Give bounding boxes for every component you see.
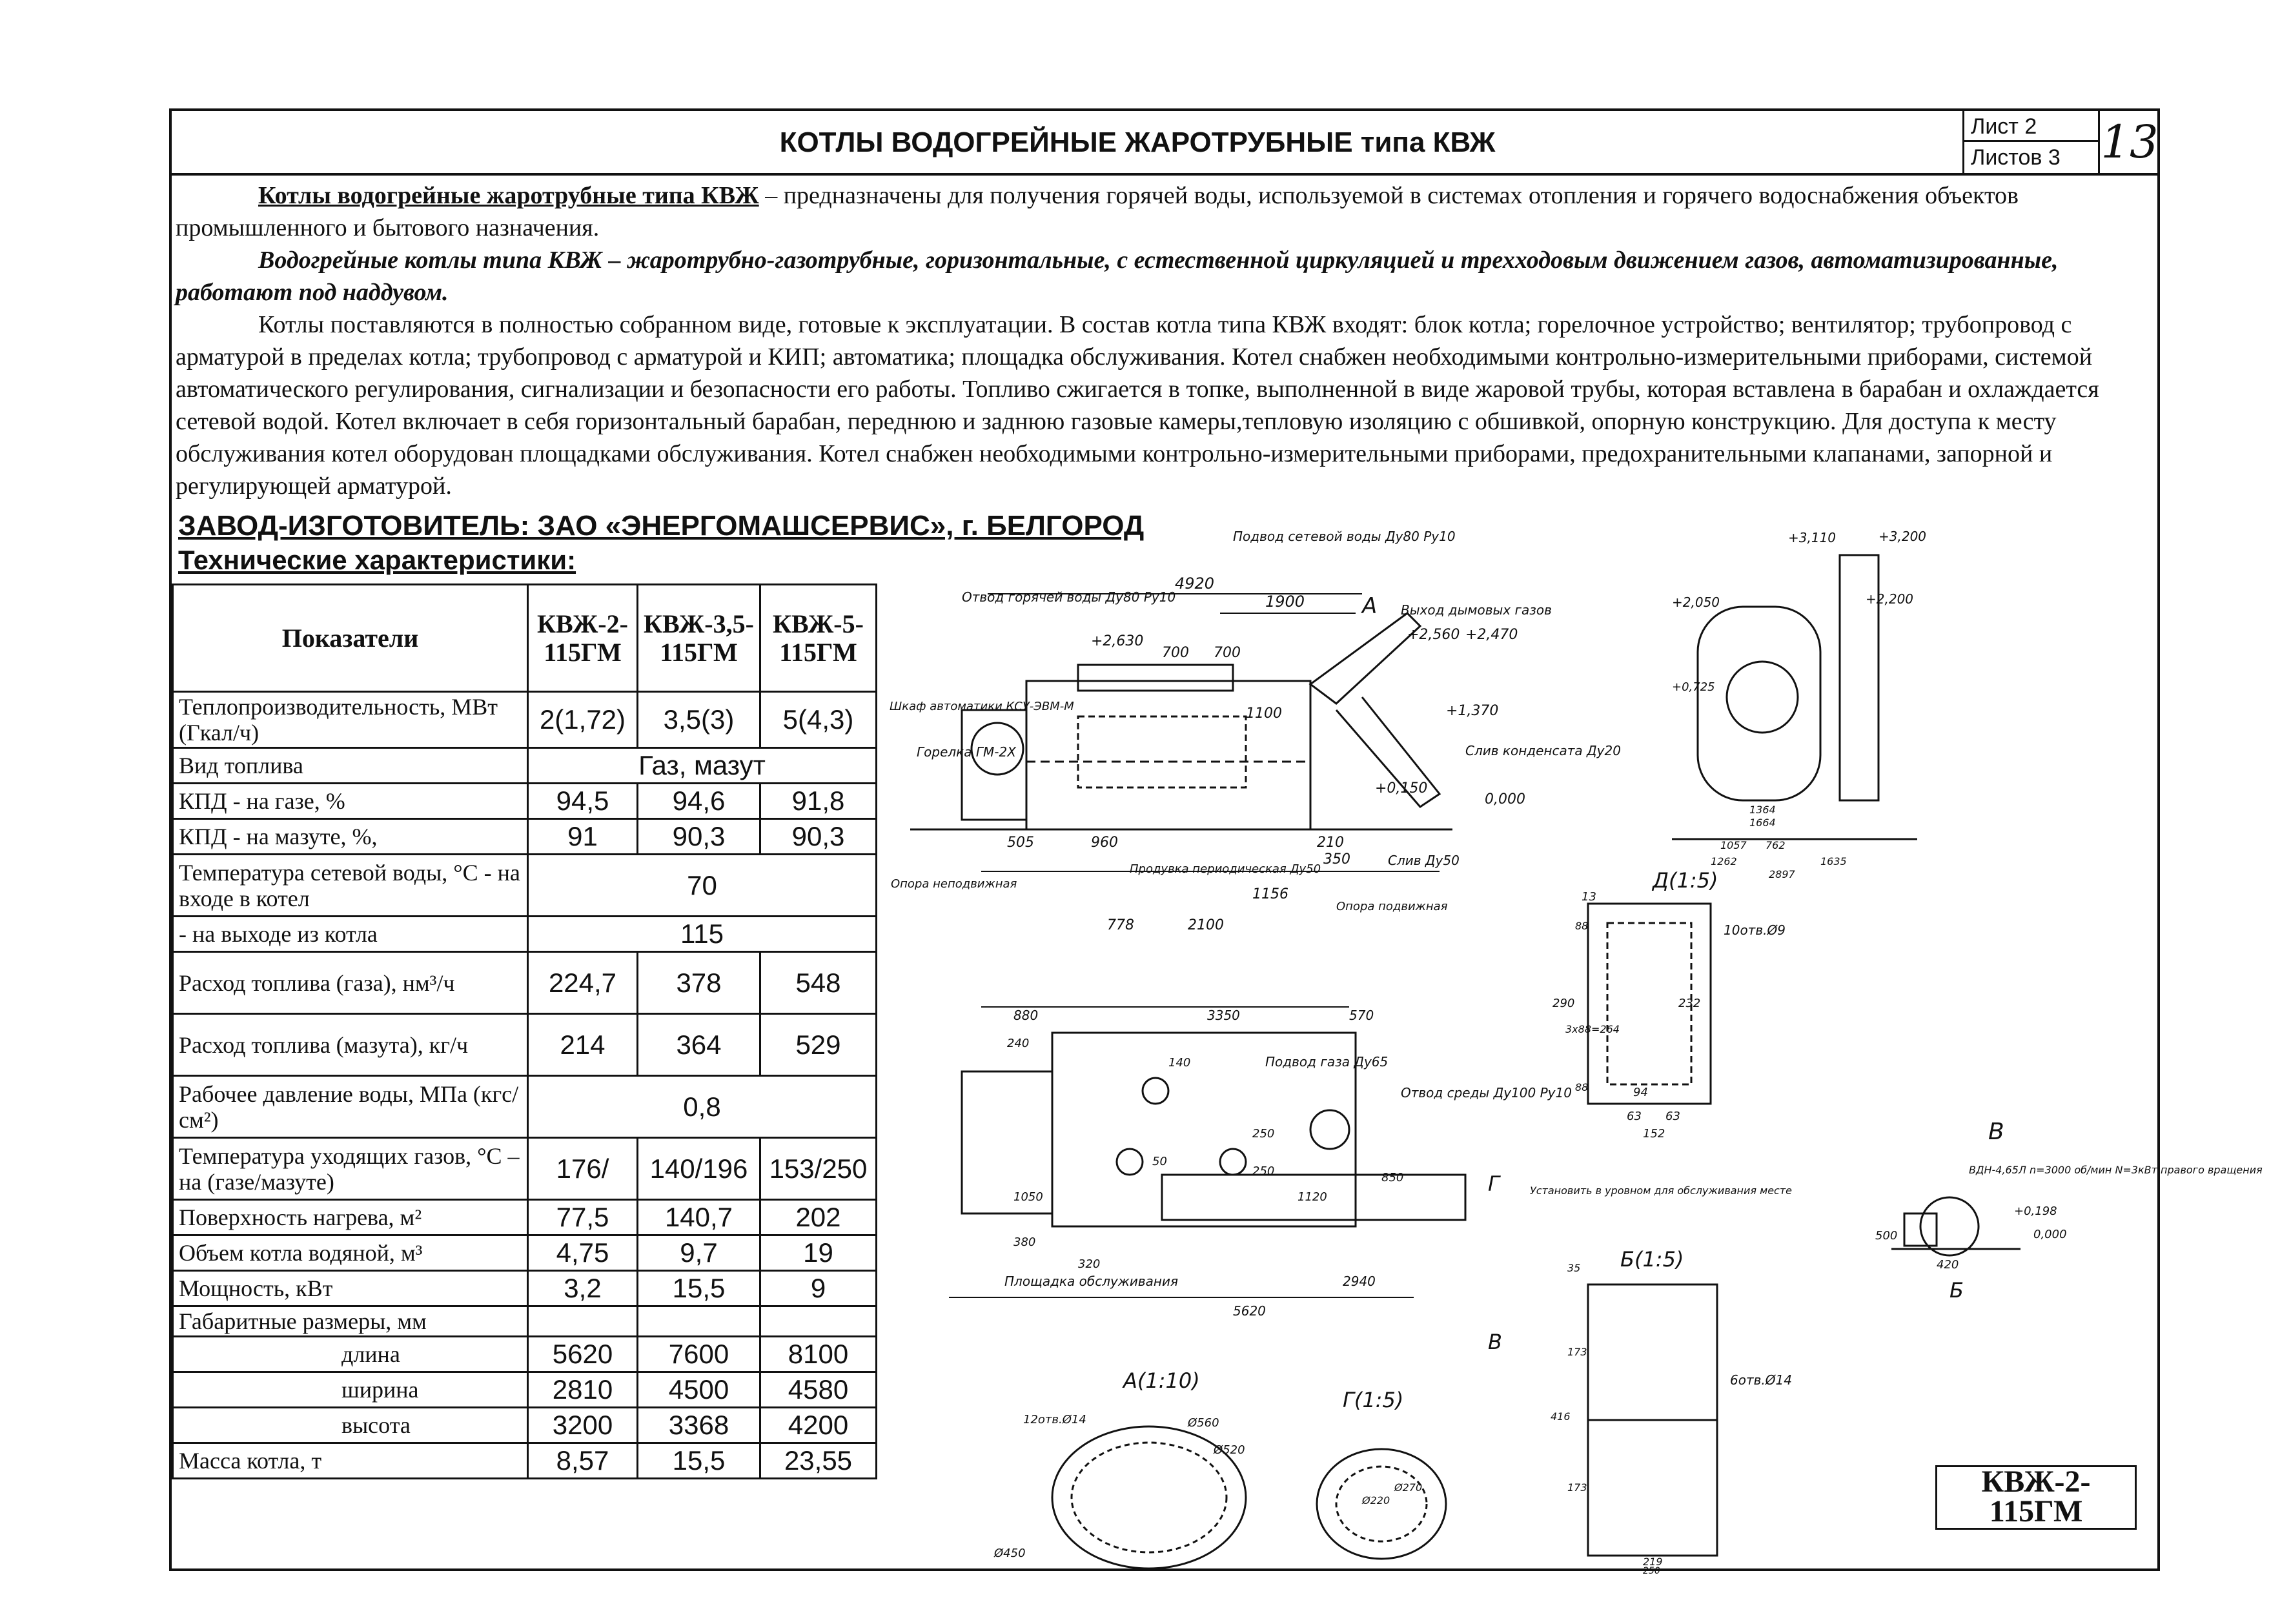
detail-b-dim-35: 35 (1567, 1262, 1581, 1274)
plan-dim-50: 50 (1152, 1155, 1167, 1168)
front-dim-2050: +2,050 (1672, 594, 1720, 610)
side-dim-505: 505 (1007, 835, 1034, 851)
row-value: 224,7 (528, 952, 638, 1014)
plan-dim-140: 140 (1168, 1056, 1191, 1070)
table-row (173, 1138, 877, 1200)
detail-b-holes: 6отв.Ø14 (1730, 1372, 1792, 1388)
row-value: 77,5 (528, 1200, 638, 1235)
view-v (1488, 1119, 2263, 1354)
plan-dim-570: 570 (1349, 1008, 1374, 1023)
plan-dim-5620: 5620 (1233, 1303, 1266, 1319)
row-value: 4500 (638, 1372, 760, 1408)
detail-a-dim-450: Ø450 (994, 1547, 1026, 1560)
detail-d-dim-152: 152 (1643, 1127, 1665, 1141)
label-hot-out: Отвод горячей воды Ду80 Ру10 (962, 589, 1176, 605)
detail-b-title: Б(1:5) (1620, 1247, 1684, 1272)
plan-view-drawing (949, 1007, 1792, 1319)
manufacturer-heading: ЗАВОД-ИЗГОТОВИТЕЛЬ: ЗАО «ЭНЕРГОМАШСЕРВИС», г. БЕЛГОРОД (178, 510, 1145, 542)
row-label: высота (173, 1408, 528, 1443)
detail-a-dim-560: Ø560 (1188, 1416, 1219, 1430)
row-label: Рабочее давление воды, МПа (кгс/см²) (173, 1076, 528, 1138)
fan-dim-0000: 0,000 (2033, 1228, 2067, 1241)
specs-body (173, 692, 877, 1479)
detail-d (1552, 868, 1786, 1141)
row-value: 529 (760, 1014, 877, 1076)
row-value: 94,5 (528, 784, 638, 819)
intro-text-1: – предназначены для получения горячей воды, используемой в системах отопления и горячего водоснабжения объектов промышленного и бытового назначения. (176, 182, 2019, 241)
table-row (173, 819, 877, 855)
row-value: 7600 (638, 1337, 760, 1372)
detail-b-dim-250: 250 (1643, 1566, 1660, 1576)
sheets-total-label: Листов 3 (1971, 145, 2061, 170)
detail-d-dim-63b: 63 (1665, 1110, 1680, 1123)
row-value: 115 (528, 917, 877, 952)
row-value: 19 (760, 1235, 877, 1271)
front-shell (1698, 607, 1820, 800)
label-condensate: Слив конденсата Ду20 (1465, 743, 1621, 758)
side-dim-2630: +2,630 (1091, 633, 1144, 649)
side-dim-1900: 1900 (1265, 593, 1305, 611)
row-value: 8100 (760, 1337, 877, 1372)
row-value: Газ, мазут (528, 748, 877, 784)
side-dim-778: 778 (1107, 917, 1134, 933)
row-value: 3,2 (528, 1271, 638, 1306)
side-dim-700a: 700 (1162, 645, 1189, 661)
row-value: 176/ (528, 1138, 638, 1200)
row-label: ширина (173, 1372, 528, 1408)
row-label: Расход топлива (газа), нм³/ч (173, 952, 528, 1014)
row-value: 364 (638, 1014, 760, 1076)
plan-dim-250a: 250 (1252, 1127, 1275, 1141)
row-label: КПД - на мазуте, %, (173, 819, 528, 855)
table-row (173, 1014, 877, 1076)
plan-nozzle-3 (1220, 1149, 1246, 1175)
row-value: 153/250 (760, 1138, 877, 1200)
col-header: Показатели (173, 585, 528, 692)
section-mark-v: В (1488, 1330, 1502, 1354)
tech-heading: Технические характеристики: (178, 545, 576, 575)
row-value: 548 (760, 952, 877, 1014)
label-drain: Слив Ду50 (1388, 853, 1460, 868)
front-burner (1727, 662, 1798, 733)
plan-nozzle-1 (1143, 1078, 1168, 1104)
detail-g-dim-220: Ø220 (1362, 1494, 1390, 1507)
label-water-in: Подвод сетевой воды Ду80 Ру10 (1233, 529, 1456, 544)
plan-dim-1050: 1050 (1013, 1190, 1043, 1204)
page-title: КОТЛЫ ВОДОГРЕЙНЫЕ ЖАРОТРУБНЫЕ типа КВЖ (779, 127, 1496, 158)
front-dim-1364: 1364 (1749, 804, 1776, 816)
detail-b (1551, 1247, 1792, 1576)
row-label: Масса котла, т (173, 1443, 528, 1479)
plan-dim-3350: 3350 (1207, 1008, 1240, 1023)
row-value: 4580 (760, 1372, 877, 1408)
row-value: 70 (528, 855, 877, 917)
plan-dim-380: 380 (1013, 1235, 1036, 1249)
row-label: длина (173, 1337, 528, 1372)
row-label: - на выходе из котла (173, 917, 528, 952)
label-fixed-support: Опора неподвижная (891, 877, 1017, 891)
row-label: Мощность, кВт (173, 1271, 528, 1306)
table-row (173, 748, 877, 784)
row-value: 202 (760, 1200, 877, 1235)
row-value: 90,3 (638, 819, 760, 855)
table-row (173, 1337, 877, 1372)
row-value: 2810 (528, 1372, 638, 1408)
row-value: 90,3 (760, 819, 877, 855)
label-install: Установить в уровном для обслуживания месте (1530, 1184, 1792, 1197)
detail-d-dim-94: 94 (1633, 1086, 1648, 1099)
side-dim-2100: 2100 (1188, 917, 1224, 933)
detail-d-holes: 10отв.Ø9 (1724, 922, 1786, 938)
row-value: 9,7 (638, 1235, 760, 1271)
col-header: КВЖ-2-115ГМ (528, 585, 638, 692)
side-dim-0150: +0,150 (1375, 780, 1428, 797)
side-dim-960: 960 (1091, 835, 1118, 851)
top-pipe (1078, 665, 1233, 691)
table-row (173, 1235, 877, 1271)
intro-paragraph-1 (176, 179, 2157, 244)
fan-label: ВДН-4,65Л n=3000 об/мин N=3кВт правого вращения (1969, 1164, 2263, 1176)
front-dim-0725: +0,725 (1672, 680, 1715, 694)
plan-dim-850: 850 (1381, 1171, 1404, 1184)
page-number: 13 (2098, 111, 2159, 173)
label-burner: Горелка ГМ-2Х (917, 744, 1016, 760)
row-value: 3,5(3) (638, 692, 760, 748)
row-value: 15,5 (638, 1443, 760, 1479)
row-value: 94,6 (638, 784, 760, 819)
side-dim-4920: 4920 (1175, 574, 1215, 593)
side-dim-1100: 1100 (1246, 705, 1282, 722)
detail-d-dim-232: 232 (1678, 997, 1701, 1010)
flame-tube (1078, 716, 1246, 787)
detail-g (1317, 1388, 1446, 1559)
side-dim-210: 210 (1317, 835, 1344, 851)
row-value: 378 (638, 952, 760, 1014)
detail-d-dim-264: 3x88=264 (1565, 1023, 1620, 1035)
label-blowdown: Продувка периодическая Ду50 (1130, 862, 1321, 876)
front-dim-1057: 1057 (1720, 839, 1747, 851)
intro-lead: Котлы водогрейные жаротрубные типа КВЖ (258, 182, 759, 209)
side-dim-1370: +1,370 (1446, 703, 1499, 719)
plan-nozzle-2 (1117, 1149, 1143, 1175)
table-row (173, 1200, 877, 1235)
row-value: 140,7 (638, 1200, 760, 1235)
detail-b-dim-416: 416 (1551, 1410, 1571, 1423)
row-value: 8,57 (528, 1443, 638, 1479)
row-value (528, 1306, 638, 1337)
row-value (760, 1306, 877, 1337)
row-value: 5620 (528, 1337, 638, 1372)
table-row (173, 1443, 877, 1479)
plan-dim-1120: 1120 (1298, 1190, 1327, 1204)
row-value: 214 (528, 1014, 638, 1076)
row-value: 91 (528, 819, 638, 855)
sheet-box (1962, 111, 2100, 173)
front-view-drawing (1672, 529, 1926, 880)
label-cabinet: Шкаф автоматики КСУ-ЭВМ-М (890, 700, 1074, 713)
detail-a-title: А(1:10) (1123, 1368, 1200, 1393)
front-dim-2897: 2897 (1769, 868, 1795, 880)
row-value: 23,55 (760, 1443, 877, 1479)
label-gas-in: Подвод газа Ду65 (1265, 1054, 1389, 1070)
side-dim-2560: +2,560 (1407, 627, 1460, 643)
detail-g-dim-270: Ø270 (1394, 1481, 1423, 1494)
section-mark-b: Б (1949, 1278, 1964, 1303)
side-dim-1156: 1156 (1252, 886, 1288, 902)
view-v-title: В (1988, 1119, 2004, 1145)
plan-dim-320: 320 (1078, 1257, 1101, 1271)
row-value: 91,8 (760, 784, 877, 819)
row-label: Вид топлива (173, 748, 528, 784)
intro-paragraph-2: Водогрейные котлы типа КВЖ – жаротрубно-газотрубные, горизонтальные, с естественной циркуляцией и трехходовым движением газов, автоматизированные, работают под наддувом. (176, 247, 2059, 306)
detail-d-dim-290: 290 (1552, 997, 1575, 1010)
side-dim-350: 350 (1323, 851, 1350, 868)
front-dim-2200: +2,200 (1866, 591, 1914, 607)
section-mark-g: Г (1488, 1172, 1500, 1196)
table-row (173, 784, 877, 819)
row-label: Габаритные размеры, мм (173, 1306, 528, 1337)
model-stamp: КВЖ-2-115ГМ (1935, 1465, 2137, 1530)
row-value: 4200 (760, 1408, 877, 1443)
row-label: Поверхность нагрева, м² (173, 1200, 528, 1235)
row-value: 0,8 (528, 1076, 877, 1138)
table-row (173, 1076, 877, 1138)
detail-a-inner (1072, 1443, 1227, 1552)
front-dim-1262: 1262 (1711, 855, 1737, 868)
detail-d-title: Д(1:5) (1653, 868, 1718, 893)
col-header: КВЖ-5-115ГМ (760, 585, 877, 692)
detail-d-dim-88b: 88 (1575, 1081, 1589, 1093)
label-movable-support: Опора подвижная (1336, 900, 1448, 913)
specs-table (172, 584, 877, 1479)
boiler-drawings (884, 516, 2263, 1576)
front-dim-3110: +3,110 (1788, 530, 1837, 545)
row-label: Температура уходящих газов, °С – на (газе/мазуте) (173, 1138, 528, 1200)
detail-b-dim-173b: 173 (1567, 1481, 1587, 1494)
side-dim-2470: +2,470 (1465, 627, 1518, 643)
col-header: КВЖ-3,5-115ГМ (638, 585, 760, 692)
table-row (173, 917, 877, 952)
detail-d-dim-63a: 63 (1627, 1110, 1642, 1123)
label-platform: Площадка обслуживания (1004, 1274, 1179, 1289)
intro-paragraph-3: Котлы поставляются в полностью собранном виде, готовые к эксплуатации. В состав котла типа КВЖ входят: блок котла; горелочное устройство; вентилятор; трубопровод с арматурой в пределах котла; трубопровод с арматурой и КИП; автоматика; площадка обслуживания. Котел снабжен необходимыми контрольно-измерительными приборами, системой автоматического регулирования, сигнализации и безопасности его работы. Топливо сжигается в топке, выполненной в виде жаровой трубы, которая вставлена в барабан и охлаждается сетевой водой. Котел включает в себя горизонтальный барабан, переднюю и заднюю газовые камеры,тепловую изоляцию с обшивкой, опорную конструкцию. Для доступа к месту обслуживания котел оборудован площадками обслуживания. Котел снабжен необходимыми контрольно-измерительными приборами, предохранительными клапанами, запорной и регулирующей арматурой. (176, 311, 2099, 500)
front-dim-1664: 1664 (1749, 817, 1776, 829)
fan-dim-420: 420 (1937, 1258, 1959, 1272)
plan-dim-250b: 250 (1252, 1164, 1275, 1178)
detail-g-title: Г(1:5) (1343, 1388, 1404, 1412)
plan-outlet (1310, 1110, 1349, 1149)
row-value: 15,5 (638, 1271, 760, 1306)
side-dim-0000: 0,000 (1485, 791, 1525, 807)
row-value: 5(4,3) (760, 692, 877, 748)
detail-b-dim-173a: 173 (1567, 1346, 1587, 1358)
row-value: 3368 (638, 1408, 760, 1443)
row-label: Объем котла водяной, м³ (173, 1235, 528, 1271)
label-smoke: Выход дымовых газов (1401, 602, 1552, 618)
table-row (173, 692, 877, 748)
detail-d-dim-13: 13 (1582, 890, 1596, 904)
table-header-row (173, 585, 877, 692)
row-label: КПД - на газе, % (173, 784, 528, 819)
row-value: 140/196 (638, 1138, 760, 1200)
row-value: 2(1,72) (528, 692, 638, 748)
section-mark-a: A (1362, 593, 1378, 619)
fan-dim-500: 500 (1875, 1229, 1898, 1243)
chimney-duct (1310, 613, 1420, 704)
side-dim-700b: 700 (1214, 645, 1241, 661)
front-dim-3200: +3,200 (1878, 529, 1927, 544)
row-label: Расход топлива (мазута), кг/ч (173, 1014, 528, 1076)
sheet-label: Лист 2 (1964, 111, 2100, 142)
row-label: Температура сетевой воды, °С - на входе в котел (173, 855, 528, 917)
table-row (173, 1372, 877, 1408)
detail-a-holes: 12отв.Ø14 (1023, 1413, 1086, 1426)
table-row (173, 855, 877, 917)
title-row (169, 108, 2160, 176)
plan-dim-240: 240 (1007, 1037, 1030, 1050)
table-row (173, 1306, 877, 1337)
detail-b-dim-219: 219 (1643, 1556, 1663, 1568)
row-label: Теплопроизводительность, МВт (Гкал/ч) (173, 692, 528, 748)
detail-a (993, 1368, 1246, 1568)
detail-d-dim-88a: 88 (1575, 920, 1589, 932)
fan-dim-0198: +0,198 (2014, 1204, 2057, 1218)
front-dim-762: 762 (1766, 839, 1786, 851)
row-value: 4,75 (528, 1235, 638, 1271)
row-value: 3200 (528, 1408, 638, 1443)
plan-dim-880: 880 (1013, 1008, 1039, 1023)
front-dim-1635: 1635 (1820, 855, 1847, 868)
label-media-out: Отвод среды Ду100 Ру10 (1401, 1085, 1572, 1101)
plan-dim-2940: 2940 (1343, 1274, 1376, 1289)
row-value: 9 (760, 1271, 877, 1306)
detail-a-dim-520: Ø520 (1214, 1443, 1245, 1457)
side-view-drawing (890, 529, 1621, 933)
table-row (173, 1271, 877, 1306)
row-value (638, 1306, 760, 1337)
table-row (173, 952, 877, 1014)
table-row (173, 1408, 877, 1443)
